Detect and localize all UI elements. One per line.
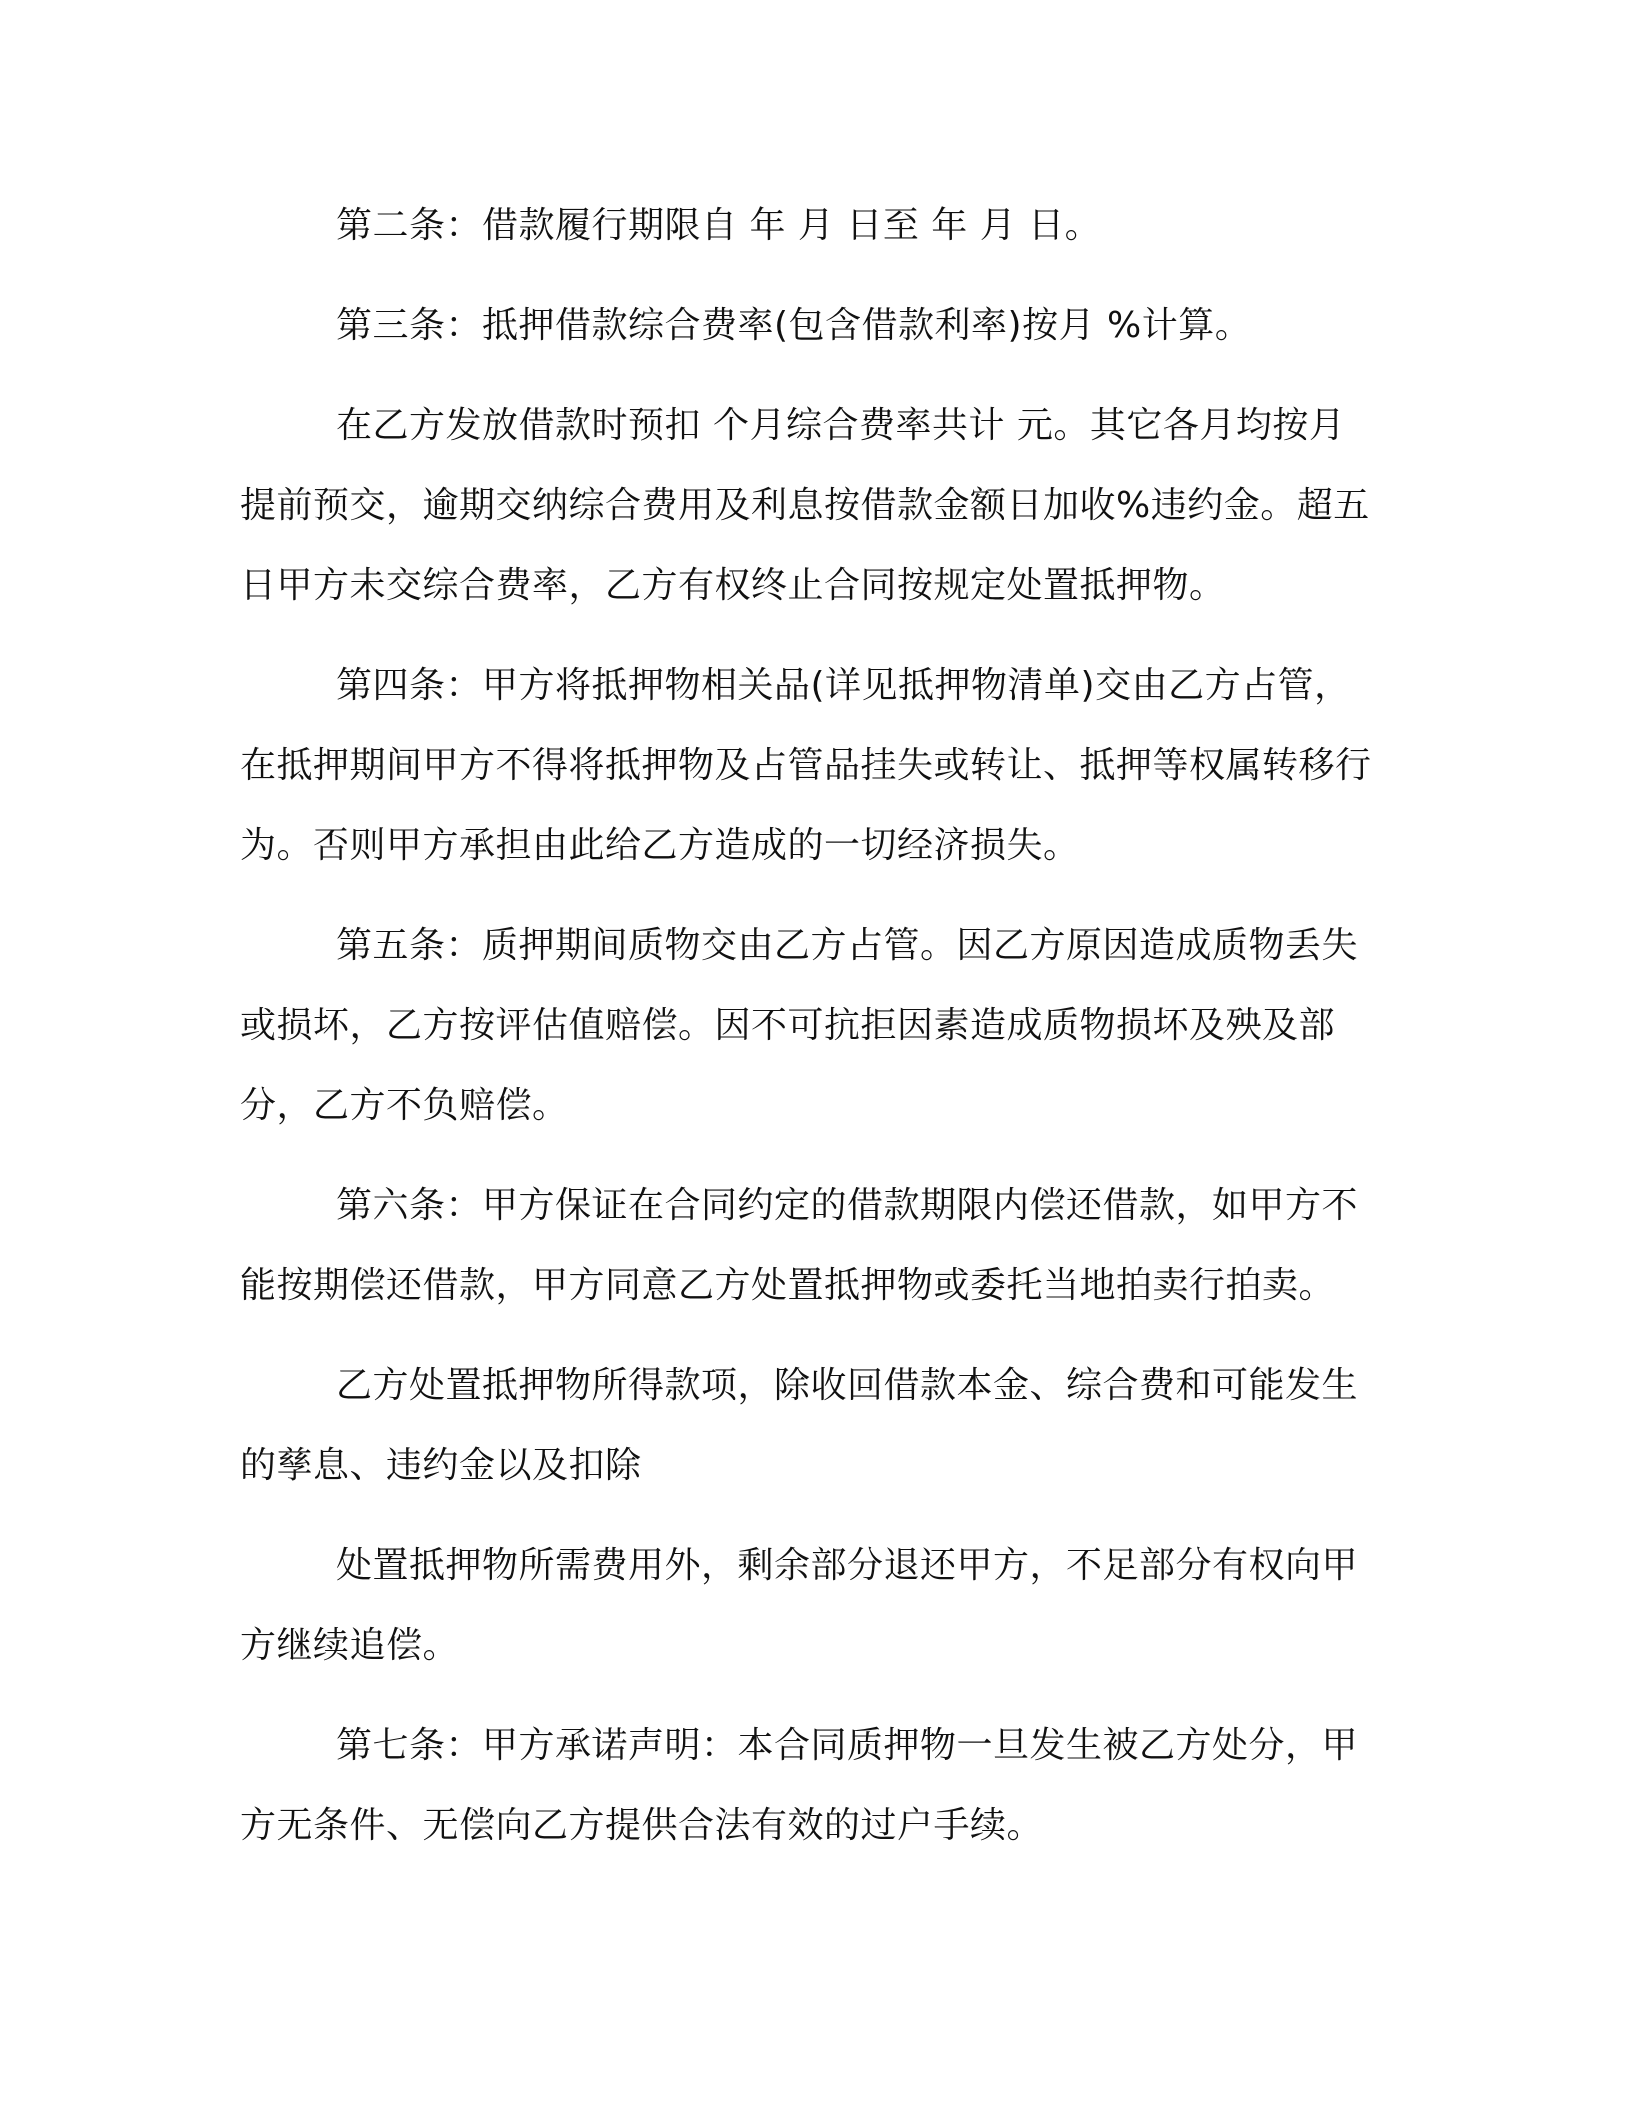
document-body — [240, 186, 1380, 1886]
article-3-prepayment: 在乙方发放借款时预扣 个月综合费率共计 元。其它各月均按月提前预交，逾期交纳综合费用及利息按借款金额日加收%违约金。超五日甲方未交综合费率，乙方有权终止合同按规定处置抵押物。 — [240, 405, 1370, 606]
article-7-declaration: 第七条：甲方承诺声明：本合同质押物一旦发生被乙方处分，甲方无条件、无偿向乙方提供合法有效的过户手续。 — [240, 1725, 1359, 1846]
article-4-collateral-custody: 第四条：甲方将抵押物相关品(详见抵押物清单)交由乙方占管，在抵押期间甲方不得将抵押物及占管品挂失或转让、抵押等权属转移行为。否则甲方承担由此给乙方造成的一切经济损失。 — [240, 665, 1372, 866]
article-3-rate: 第三条：抵押借款综合费率(包含借款利率)按月 %计算。 — [336, 305, 1252, 346]
article-6-disposal-proceeds: 乙方处置抵押物所得款项，除收回借款本金、综合费和可能发生的孳息、违约金以及扣除 — [240, 1365, 1359, 1486]
article-6-disposal-remainder: 处置抵押物所需费用外，剩余部分退还甲方，不足部分有权向甲方继续追偿。 — [240, 1545, 1359, 1666]
article-5-pledge-custody: 第五条：质押期间质物交由乙方占管。因乙方原因造成质物丢失或损坏，乙方按评估值赔偿。因不可抗拒因素造成质物损坏及殃及部分，乙方不负赔偿。 — [240, 925, 1359, 1126]
article-6-repayment: 第六条：甲方保证在合同约定的借款期限内偿还借款，如甲方不能按期偿还借款，甲方同意乙方处置抵押物或委托当地拍卖行拍卖。 — [240, 1185, 1359, 1306]
article-2-term: 第二条：借款履行期限自 年 月 日至 年 月 日。 — [336, 205, 1102, 246]
